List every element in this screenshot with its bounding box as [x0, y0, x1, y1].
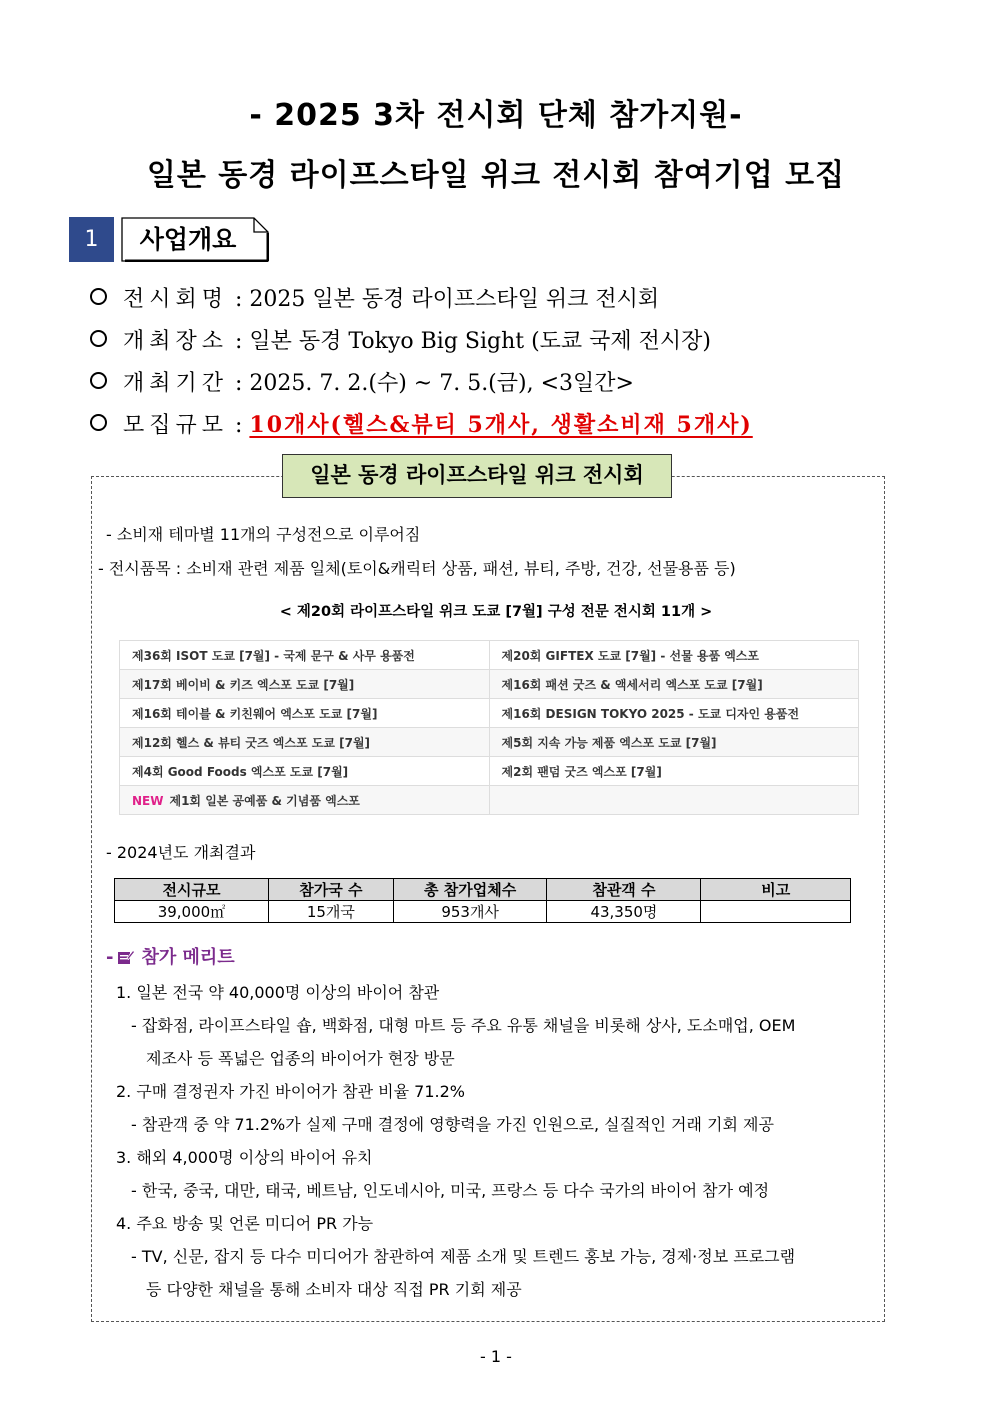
- overview-item-period: 개최기간 : 2025. 7. 2.(수) ~ 7. 5.(금), <3일간>: [90, 366, 634, 397]
- table-cell: 제2회 팬덤 굿즈 엑스포 [7월]: [489, 757, 859, 786]
- table-cell: 39,000㎡: [115, 901, 269, 923]
- document-subtitle: 일본 동경 라이프스타일 위크 전시회 참여기업 모집: [146, 158, 846, 193]
- exhibitions-table: [119, 640, 859, 815]
- table-cell: 제12회 헬스 & 뷰티 굿즈 엑스포 도쿄 [7월]: [120, 728, 490, 757]
- table-cell: 953개사: [393, 901, 547, 923]
- table-row: [120, 699, 859, 728]
- results-label: - 2024년도 개최결과: [106, 843, 256, 862]
- circle-bullet-icon: [90, 288, 107, 305]
- column-header: 참가국 수: [268, 879, 393, 901]
- table-header-row: [115, 879, 851, 901]
- merit-item-1: 1. 일본 전국 약 40,000명 이상의 바이어 참관: [116, 983, 440, 1002]
- document-title: - 2025 3차 전시회 단체 참가지원-: [249, 98, 743, 133]
- table-row: [115, 901, 851, 923]
- table-row: [120, 728, 859, 757]
- table-row: [120, 786, 859, 815]
- table-cell-empty: [489, 786, 859, 815]
- merit-detail-1a: - 잡화점, 라이프스타일 숍, 백화점, 대형 마트 등 주요 유통 채널을 비롯해 상사, 도소매업, OEM: [131, 1016, 796, 1035]
- column-header: 비고: [701, 879, 851, 901]
- table-cell: 15개국: [268, 901, 393, 923]
- table-cell: 제36회 ISOT 도쿄 [7월] - 국제 문구 & 사무 용품전: [120, 641, 490, 670]
- table-row: [120, 757, 859, 786]
- column-header: 전시규모: [115, 879, 269, 901]
- column-header: 참관객 수: [547, 879, 701, 901]
- merit-detail-1b: 제조사 등 폭넓은 업종의 바이어가 현장 방문: [146, 1049, 455, 1068]
- table-cell: 제20회 GIFTEX 도쿄 [7월] - 선물 용품 엑스포: [489, 641, 859, 670]
- table-cell: [701, 901, 851, 923]
- circle-bullet-icon: [90, 414, 107, 431]
- merit-detail-3: - 한국, 중국, 대만, 태국, 베트남, 인도네시아, 미국, 프랑스 등 다수 국가의 바이어 참가 예정: [131, 1181, 770, 1200]
- theme-description: - 소비재 테마별 11개의 구성전으로 이루어짐: [106, 525, 421, 544]
- circle-bullet-icon: [90, 372, 107, 389]
- table-cell: NEW 제1회 일본 공예품 & 기념품 엑스포: [120, 786, 490, 815]
- merit-detail-4a: - TV, 신문, 잡지 등 다수 미디어가 참관하여 제품 소개 및 트렌드 홍보 가능, 경제·정보 프로그램: [131, 1247, 796, 1266]
- section-number: 1: [69, 217, 114, 262]
- table-cell: 제16회 DESIGN TOKYO 2025 - 도쿄 디자인 용품전: [489, 699, 859, 728]
- merit-detail-4b: 등 다양한 채널을 통해 소비자 대상 직접 PR 기회 제공: [146, 1280, 522, 1299]
- section-heading-box: [121, 217, 269, 262]
- memo-pencil-icon: [117, 949, 135, 965]
- page-number: - 1 -: [480, 1347, 512, 1366]
- overview-item-scale: 모집규모 : 10개사(헬스&뷰티 5개사, 생활소비재 5개사): [90, 408, 753, 439]
- merit-item-2: 2. 구매 결정권자 가진 바이어가 참관 비율 71.2%: [116, 1082, 465, 1101]
- exhibit-items-description: - 전시품목 : 소비재 관련 제품 일체(토이&캐릭터 상품, 패션, 뷰티, 주방, 건강, 선물용품 등): [98, 559, 736, 578]
- circle-bullet-icon: [90, 330, 107, 347]
- exhibitions-caption: < 제20회 라이프스타일 위크 도쿄 [7월] 구성 전문 전시회 11개 >: [279, 604, 713, 620]
- overview-item-name: 전시회명 : 2025 일본 동경 라이프스타일 위크 전시회: [90, 282, 659, 313]
- new-badge: NEW: [132, 793, 164, 808]
- table-row: [120, 670, 859, 699]
- merit-detail-2: - 참관객 중 약 71.2%가 실제 구매 결정에 영향력을 가진 인원으로, 실질적인 거래 기회 제공: [131, 1115, 774, 1134]
- table-cell: 제4회 Good Foods 엑스포 도쿄 [7월]: [120, 757, 490, 786]
- table-cell: 43,350명: [547, 901, 701, 923]
- table-row: [120, 641, 859, 670]
- table-cell: 제5회 지속 가능 제품 엑스포 도쿄 [7월]: [489, 728, 859, 757]
- table-cell: 제16회 테이블 & 키친웨어 엑스포 도쿄 [7월]: [120, 699, 490, 728]
- table-cell: 제17회 베이비 & 키즈 엑스포 도쿄 [7월]: [120, 670, 490, 699]
- merit-item-3: 3. 해외 4,000명 이상의 바이어 유치: [116, 1148, 373, 1167]
- merit-heading: - 참가 메리트: [106, 947, 235, 968]
- exhibition-box-title: 일본 동경 라이프스타일 위크 전시회: [282, 454, 672, 498]
- table-cell: 제16회 패션 굿즈 & 액세서리 엑스포 도쿄 [7월]: [489, 670, 859, 699]
- overview-item-venue: 개최장소 : 일본 동경 Tokyo Big Sight (도쿄 국제 전시장): [90, 324, 711, 355]
- column-header: 총 참가업체수: [393, 879, 547, 901]
- results-table: [114, 878, 851, 923]
- merit-item-4: 4. 주요 방송 및 언론 미디어 PR 가능: [116, 1214, 374, 1233]
- section-label: 사업개요: [139, 225, 237, 254]
